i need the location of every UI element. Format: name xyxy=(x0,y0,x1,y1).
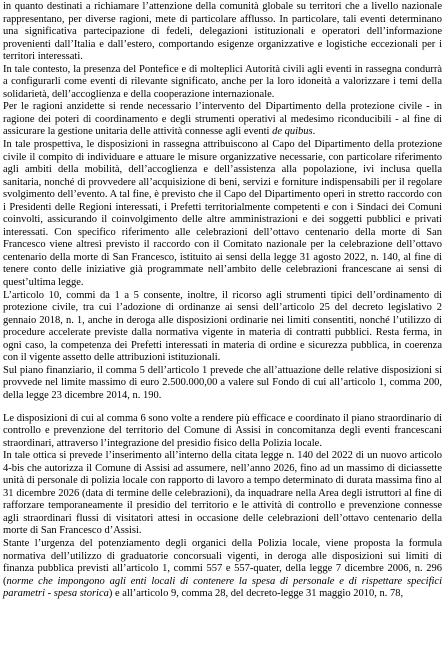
text-run: Stante l’urgenza del potenziamento degli organici della Polizia locale, viene proposta la formula normativa dell’utilizzo di graduatorie concorsuali vigenti, in deroga alle disposizioni sui limiti di finanza pubblica previsti all’articolo 1, commi 557 e 557-quater, della legge 7 dicembre 2006, n. 296 ( xyxy=(3,537,442,587)
text-run: Le disposizioni di cui al comma 6 sono volte a rendere più efficace e coordinato il piano straordinario di controllo e prevenzione del territorio del Comune di Assisi in concomitanza degli eventi francescani straordinari, attraverso l’integrazione del presidio fisico della Polizia locale. xyxy=(3,412,442,449)
text-run: In tale ottica si prevede l’inserimento all’interno della citata legge n. 140 del 2022 di un nuovo articolo 4-bis che autorizza il Comune di Assisi ad assumere, nell’anno 2026, fino ad un massimo di diciassette unità di personale di polizia locale con rapporto di lavoro a tempo determinato di durata massima fino al 31 dicembre 2026 (data di termine delle celebrazioni), da inquadrare nella Area degli istruttori al fine di rafforzare temporaneamente il presidio del territorio e le attività di controllo e prevenzione connesse agli straordinari flussi di visitatori attesi in occasione delle celebrazioni dell’ottavo centenario della morte di San Francesco d’Assisi. xyxy=(3,450,442,537)
text-run: in quanto destinati a richiamare l’attenzione della comunità globale su territori che a livello nazionale rappresentano, per diverse ragioni, mete di particolare afflusso. In particolare, tali eventi determinano una significativa partecipazione di fedeli, delegazioni istituzionali e operatori dell’informazione provenienti dall’Italia e dall’estero, comportando esigenze organizzative e logistiche eccezionali per i territori interessati. xyxy=(3,1,442,63)
text-run: L’articolo 10, commi da 1 a 5 consente, inoltre, il ricorso agli strumenti tipici dell’ordinamento di protezione civile, tra cui l’adozione di ordinanze ai sensi dell’articolo 25 del decreto legislativo 2 gennaio 2018, n. 1, anche in deroga alle disposizioni ordinarie nei limiti consentiti, nonché l’utilizzo di procedure accelerate previste dalla normativa vigente in materia di contratti pubblici. Resta ferma, in ogni caso, la competenza dei Prefetti interessati in materia di ordine e sicurezza pubblica, in coerenza con il vigente assetto delle attribuzioni istituzionali. xyxy=(3,289,442,364)
body-paragraph xyxy=(3,365,442,403)
text-run: In tale prospettiva, le disposizioni in rassegna attribuiscono al Capo del Dipartimento della protezione civile il compito di individuare e attuare le misure organizzative necessarie, con particolare riferimento agli ambiti della mobilità, dell’accoglienza e dell’assistenza alla popolazione, ivi inclusa quella sanitaria, nonché di provvedere all’acquisizione di beni, servizi e forniture indispensabili per il regolare svolgimento dell’evento. A tal fine, è previsto che il Capo del Dipartimento operi in stretto raccordo con i Presidenti delle Regioni interessati, i Prefetti territorialmente competenti e con i Sindaci dei Comuni coinvolti, assicurando il coinvolgimento delle altre amministrazioni e dei soggetti pubblici e privati interessati. Con specifico riferimento alle celebrazioni dell’ottavo centenario della morte di San Francesco viene altresì previsto il raccordo con il Comitato nazionale per la celebrazione dell’ottavo centenario della morte di San Francesco, istituito ai sensi della legge 31 agosto 2022, n. 140, al fine di tenere conto delle iniziative già programmate nell’ambito delle celebrazioni francescane ai sensi di quest’ultima legge. xyxy=(3,139,442,289)
paragraph-spacer xyxy=(3,403,442,413)
body-paragraph xyxy=(3,413,442,451)
document-body xyxy=(3,1,442,601)
italic-text-run: de quibus xyxy=(272,126,313,138)
text-run: Per le ragioni anzidette si rende necessario l’intervento del Dipartimento della protezione civile - in ragione dei poteri di coordinamento e degli strumenti operativi al medesimo riconducibili - al fine di assicurare la gestione unitaria delle attività connesse agli eventi xyxy=(3,101,442,138)
body-paragraph xyxy=(3,64,442,102)
body-paragraph xyxy=(3,1,442,64)
text-run: . xyxy=(312,126,316,138)
text-run: In tale contesto, la presenza del Pontefice e di molteplici Autorità civili agli eventi in rassegna condurrà a configurarli come eventi di rilevante significato, anche per la loro idoneità a valorizzare i temi della solidarietà, dell’accoglienza e della cooperazione internazionale. xyxy=(3,63,442,100)
text-run: Sul piano finanziario, il comma 5 dell’articolo 1 prevede che all’attuazione delle relative disposizioni si provvede nel limite massimo di euro 2.500.000,00 a valere sul Fondo di cui all’articolo 1, comma 200, della legge 23 dicembre 2014, n. 190. xyxy=(3,364,442,401)
text-run: ) e all’articolo 9, comma 28, del decreto-legge 31 maggio 2010, n. 78, xyxy=(108,588,404,600)
body-paragraph xyxy=(3,290,442,365)
body-paragraph xyxy=(3,538,442,601)
body-paragraph xyxy=(3,139,442,290)
body-paragraph xyxy=(3,450,442,538)
italic-text-run: norme che impongono agli enti locali di contenere la spesa di personale e di rispettare specifici parametri - spesa storica xyxy=(3,575,442,600)
body-paragraph xyxy=(3,101,442,139)
